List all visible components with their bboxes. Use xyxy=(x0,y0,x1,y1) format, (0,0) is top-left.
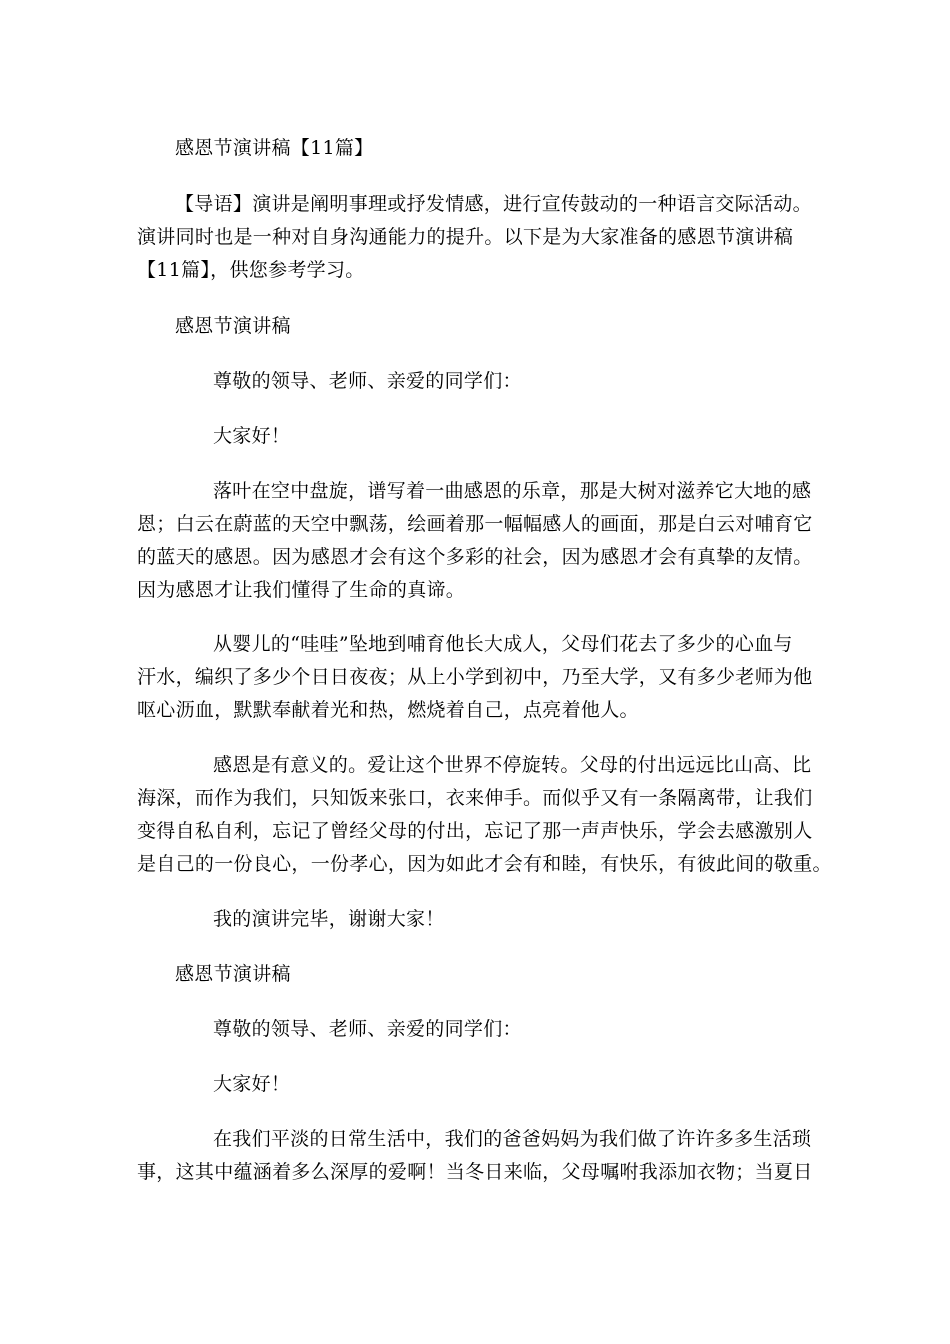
speech1-p3-line-1: 感恩是有意义的。爱让这个世界不停旋转。父母的付出远远比山高、比 xyxy=(213,754,812,776)
speech1-heading: 感恩节演讲稿 xyxy=(175,315,291,337)
speech1-p2-line-1: 从婴儿的“哇哇”坠地到哺育他长大成人，父母们花去了多少的心血与 xyxy=(213,633,793,655)
speech1-p3-line-2: 海深，而作为我们，只知饭来张口，衣来伸手。而似乎又有一条隔离带，让我们 xyxy=(137,787,813,809)
intro-line-2: 演讲同时也是一种对自身沟通能力的提升。以下是为大家准备的感恩节演讲稿 xyxy=(137,226,794,248)
speech2-heading: 感恩节演讲稿 xyxy=(175,963,291,985)
speech2-greeting: 大家好！ xyxy=(213,1073,291,1095)
intro-line-3: 【11篇】，供您参考学习。 xyxy=(137,259,365,281)
speech2-p1-line-2: 事，这其中蕴涵着多么深厚的爱啊！当冬日来临，父母嘱咐我添加衣物；当夏日 xyxy=(137,1161,813,1183)
speech1-p1-line-2: 恩；白云在蔚蓝的天空中飘荡，绘画着那一幅幅感人的画面，那是白云对哺育它 xyxy=(137,513,813,535)
speech1-p1-line-3: 的蓝天的感恩。因为感恩才会有这个多彩的社会，因为感恩才会有真挚的友情。 xyxy=(137,546,813,568)
speech1-p2-line-3: 呕心沥血，默默奉献着光和热，燃烧着自己，点亮着他人。 xyxy=(137,699,639,721)
speech1-salutation: 尊敬的领导、老师、亲爱的同学们： xyxy=(213,370,522,392)
speech1-p3-line-4: 是自己的一份良心，一份孝心，因为如此才会有和睦，有快乐，有彼此间的敬重。 xyxy=(137,853,832,875)
speech1-p3-line-3: 变得自私自利，忘记了曾经父母的付出，忘记了那一声声快乐，学会去感激别人 xyxy=(137,820,813,842)
document-title: 感恩节演讲稿【11篇】 xyxy=(175,137,374,159)
speech1-p1-line-4: 因为感恩才让我们懂得了生命的真谛。 xyxy=(137,579,466,601)
speech2-salutation: 尊敬的领导、老师、亲爱的同学们： xyxy=(213,1018,522,1040)
speech2-p1-line-1: 在我们平淡的日常生活中，我们的爸爸妈妈为我们做了许许多多生活琐 xyxy=(213,1128,812,1150)
speech1-p2-line-2: 汗水，编织了多少个日日夜夜；从上小学到初中，乃至大学，又有多少老师为他 xyxy=(137,666,813,688)
speech1-closing: 我的演讲完毕，谢谢大家！ xyxy=(213,908,445,930)
intro-line-1: 【导语】演讲是阐明事理或抒发情感，进行宣传鼓动的一种语言交际活动。 xyxy=(175,193,812,215)
speech1-p1-line-1: 落叶在空中盘旋，谱写着一曲感恩的乐章，那是大树对滋养它大地的感 xyxy=(213,480,812,502)
speech1-greeting: 大家好！ xyxy=(213,425,291,447)
